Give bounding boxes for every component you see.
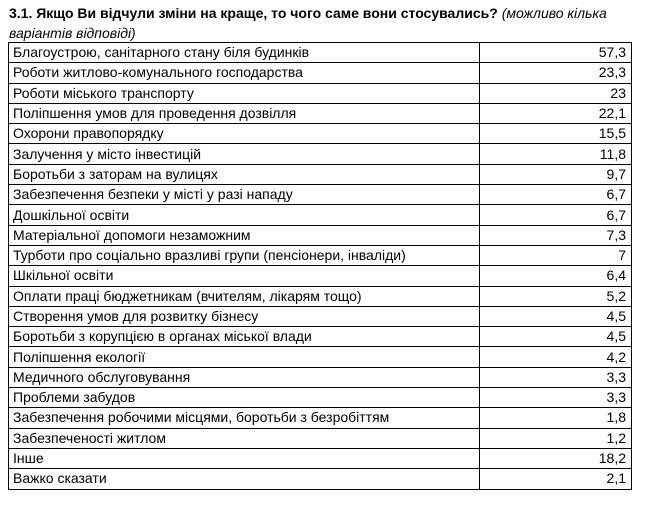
row-label: Поліпшення екології: [9, 347, 480, 367]
row-value: 9,7: [480, 164, 632, 184]
table-row: [9, 327, 632, 347]
question-note: (можливо кілька варіантів відповіді): [9, 5, 607, 41]
table-row: [9, 408, 632, 428]
row-value: 23: [480, 83, 632, 103]
question-heading: [9, 3, 639, 43]
table-row: [9, 388, 632, 408]
row-label: Благоустрою, санітарного стану біля будинків: [9, 43, 480, 63]
row-value: 2,1: [480, 469, 632, 489]
row-label: Забезпечення безпеки у місті у разі нападу: [9, 185, 480, 205]
row-label: Створення умов для розвитку бізнесу: [9, 306, 480, 326]
row-label: Роботи міського транспорту: [9, 83, 480, 103]
row-value: 5,2: [480, 286, 632, 306]
table-row: [9, 103, 632, 123]
row-label: Поліпшення умов для проведення дозвілля: [9, 103, 480, 123]
table-row: [9, 286, 632, 306]
row-value: 4,2: [480, 347, 632, 367]
row-value: 6,4: [480, 266, 632, 286]
table-row: [9, 225, 632, 245]
table-row: [9, 185, 632, 205]
row-label: Шкільної освіти: [9, 266, 480, 286]
row-value: 18,2: [480, 448, 632, 468]
row-label: Проблеми забудов: [9, 388, 480, 408]
row-label: Оплати праці бюджетникам (вчителям, лікарям тощо): [9, 286, 480, 306]
table-row: [9, 367, 632, 387]
row-label: Боротьби з корупцією в органах міської влади: [9, 327, 480, 347]
row-value: 6,7: [480, 205, 632, 225]
row-value: 57,3: [480, 43, 632, 63]
table-row: [9, 428, 632, 448]
row-value: 7,3: [480, 225, 632, 245]
row-value: 4,5: [480, 306, 632, 326]
row-value: 15,5: [480, 124, 632, 144]
row-label: Роботи житлово-комунального господарства: [9, 63, 480, 83]
row-label: Боротьби з заторам на вулицях: [9, 164, 480, 184]
table-row: [9, 83, 632, 103]
row-label: Залучення у місто інвестицій: [9, 144, 480, 164]
table-row: [9, 306, 632, 326]
row-value: 11,8: [480, 144, 632, 164]
row-label: Матеріальної допомоги незаможним: [9, 225, 480, 245]
question-text: 3.1. Якщо Ви відчули зміни на краще, то чого саме вони стосувались?: [9, 5, 498, 21]
row-value: 4,5: [480, 327, 632, 347]
row-value: 7: [480, 245, 632, 265]
table-row: [9, 164, 632, 184]
table-row: [9, 245, 632, 265]
row-value: 6,7: [480, 185, 632, 205]
results-table-body: [9, 43, 632, 490]
table-row: [9, 63, 632, 83]
row-label: Забезпечення робочими місцями, боротьби з безробіттям: [9, 408, 480, 428]
row-value: 23,3: [480, 63, 632, 83]
table-row: [9, 124, 632, 144]
table-row: [9, 448, 632, 468]
row-label: Забезпеченості житлом: [9, 428, 480, 448]
table-row: [9, 469, 632, 489]
row-label: Медичного обслуговування: [9, 367, 480, 387]
row-value: 3,3: [480, 367, 632, 387]
row-label: Дошкільної освіти: [9, 205, 480, 225]
row-value: 1,2: [480, 428, 632, 448]
row-value: 1,8: [480, 408, 632, 428]
table-row: [9, 144, 632, 164]
table-row: [9, 43, 632, 63]
table-row: [9, 266, 632, 286]
row-label: Важко сказати: [9, 469, 480, 489]
row-label: Турботи про соціально вразливі групи (пенсіонери, інваліди): [9, 245, 480, 265]
row-label: Охорони правопорядку: [9, 124, 480, 144]
table-row: [9, 347, 632, 367]
row-value: 3,3: [480, 388, 632, 408]
row-value: 22,1: [480, 103, 632, 123]
table-row: [9, 205, 632, 225]
row-label: Інше: [9, 448, 480, 468]
results-table: [8, 42, 632, 490]
